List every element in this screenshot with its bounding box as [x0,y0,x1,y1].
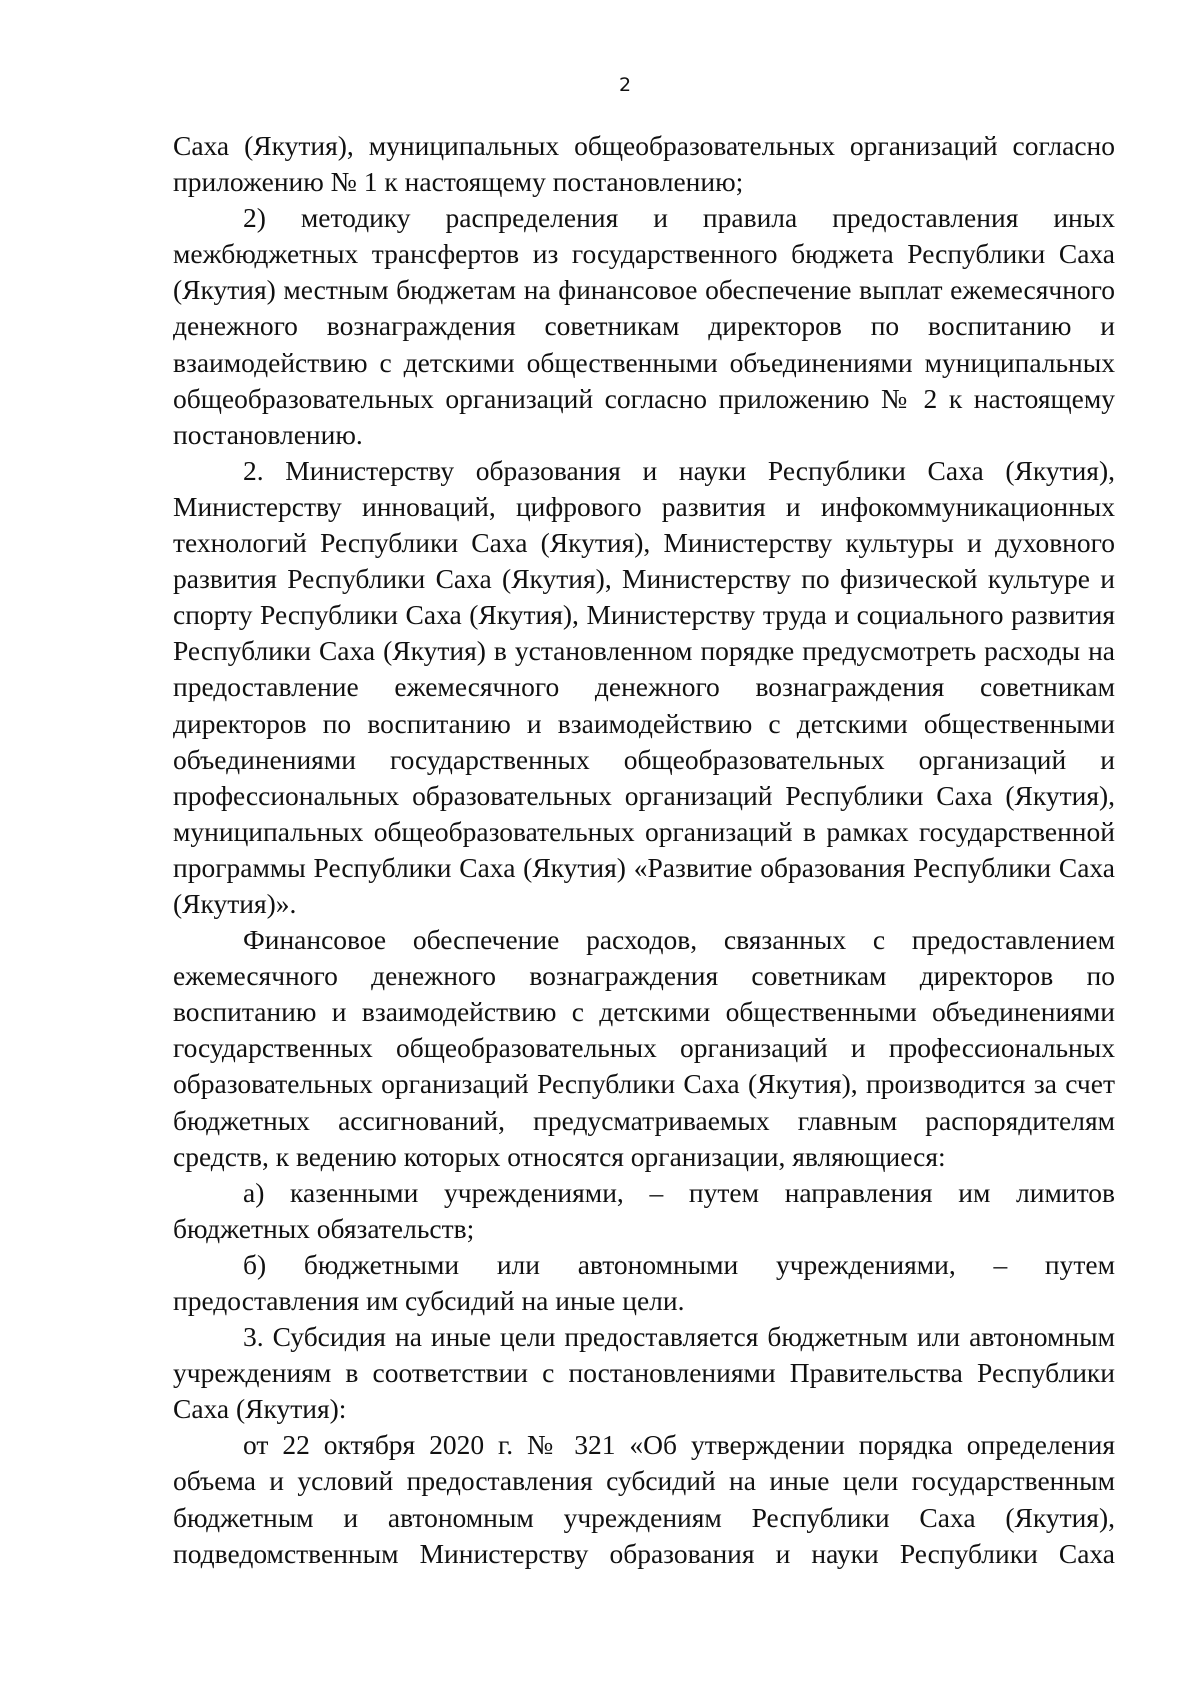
paragraph-point-2-ministries: 2. Министерству образования и науки Республики Саха (Якутия), Министерству инноваций, цифрового развития и инфокоммуникационных технологий Республики Саха (Якутия), Министерству культуры и духовного развития Республики Саха (Якутия), Министерству по физической культуре и спорту Республики Саха (Якутия), Министерству труда и социального развития Республики Саха (Якутия) в установленном порядке предусмотреть расходы на предоставление ежемесячного денежного вознаграждения советникам директоров по воспитанию и взаимодействию с детскими общественными объединениями государственных общеобразовательных организаций и профессиональных образовательных организаций Республики Саха (Якутия), муниципальных общеобразовательных организаций в рамках государственной программы Республики Саха (Якутия) «Развитие образования Республики Саха (Якутия)». [173,454,1115,919]
page-number: 2 [618,74,632,96]
paragraph-continuation: Саха (Якутия), муниципальных общеобразовательных организаций согласно приложению № 1 к настоящему постановлению; [173,130,1115,198]
paragraph-item-a: а) казенными учреждениями, – путем направления им лимитов бюджетных обязательств; [173,1176,1115,1244]
document-body [173,128,1115,1572]
paragraph-financing: Финансовое обеспечение расходов, связанных с предоставлением ежемесячного денежного вознаграждения советникам директоров по воспитанию и взаимодействию с детскими общественными объединениями государственных общеобразовательных организаций и профессиональных образовательных организаций Республики Саха (Якутия), производится за счет бюджетных ассигнований, предусматриваемых главным распорядителям средств, к ведению которых относятся организации, являющиеся: [173,924,1115,1172]
paragraph-item-b: б) бюджетными или автономными учреждениями, – путем предоставления им субсидий на иные цели. [173,1248,1115,1316]
paragraph-resolution-reference: от 22 октября 2020 г. № 321 «Об утверждении порядка определения объема и условий предоставления субсидий на иные цели государственным бюджетным и автономным учреждениям Республики Саха (Якутия), подведомственным Министерству образования и науки Республики Саха [173,1429,1115,1569]
paragraph-item-2-methodology: 2) методику распределения и правила предоставления иных межбюджетных трансфертов из государственного бюджета Республики Саха (Якутия) местным бюджетам на финансовое обеспечение выплат ежемесячного денежного вознаграждения советникам директоров по воспитанию и взаимодействию с детскими общественными объединениями муниципальных общеобразовательных организаций согласно приложению № 2 к настоящему постановлению. [173,202,1115,450]
paragraph-point-3-subsidy: 3. Субсидия на иные цели предоставляется бюджетным или автономным учреждениям в соответствии с постановлениями Правительства Республики Саха (Якутия): [173,1321,1115,1425]
